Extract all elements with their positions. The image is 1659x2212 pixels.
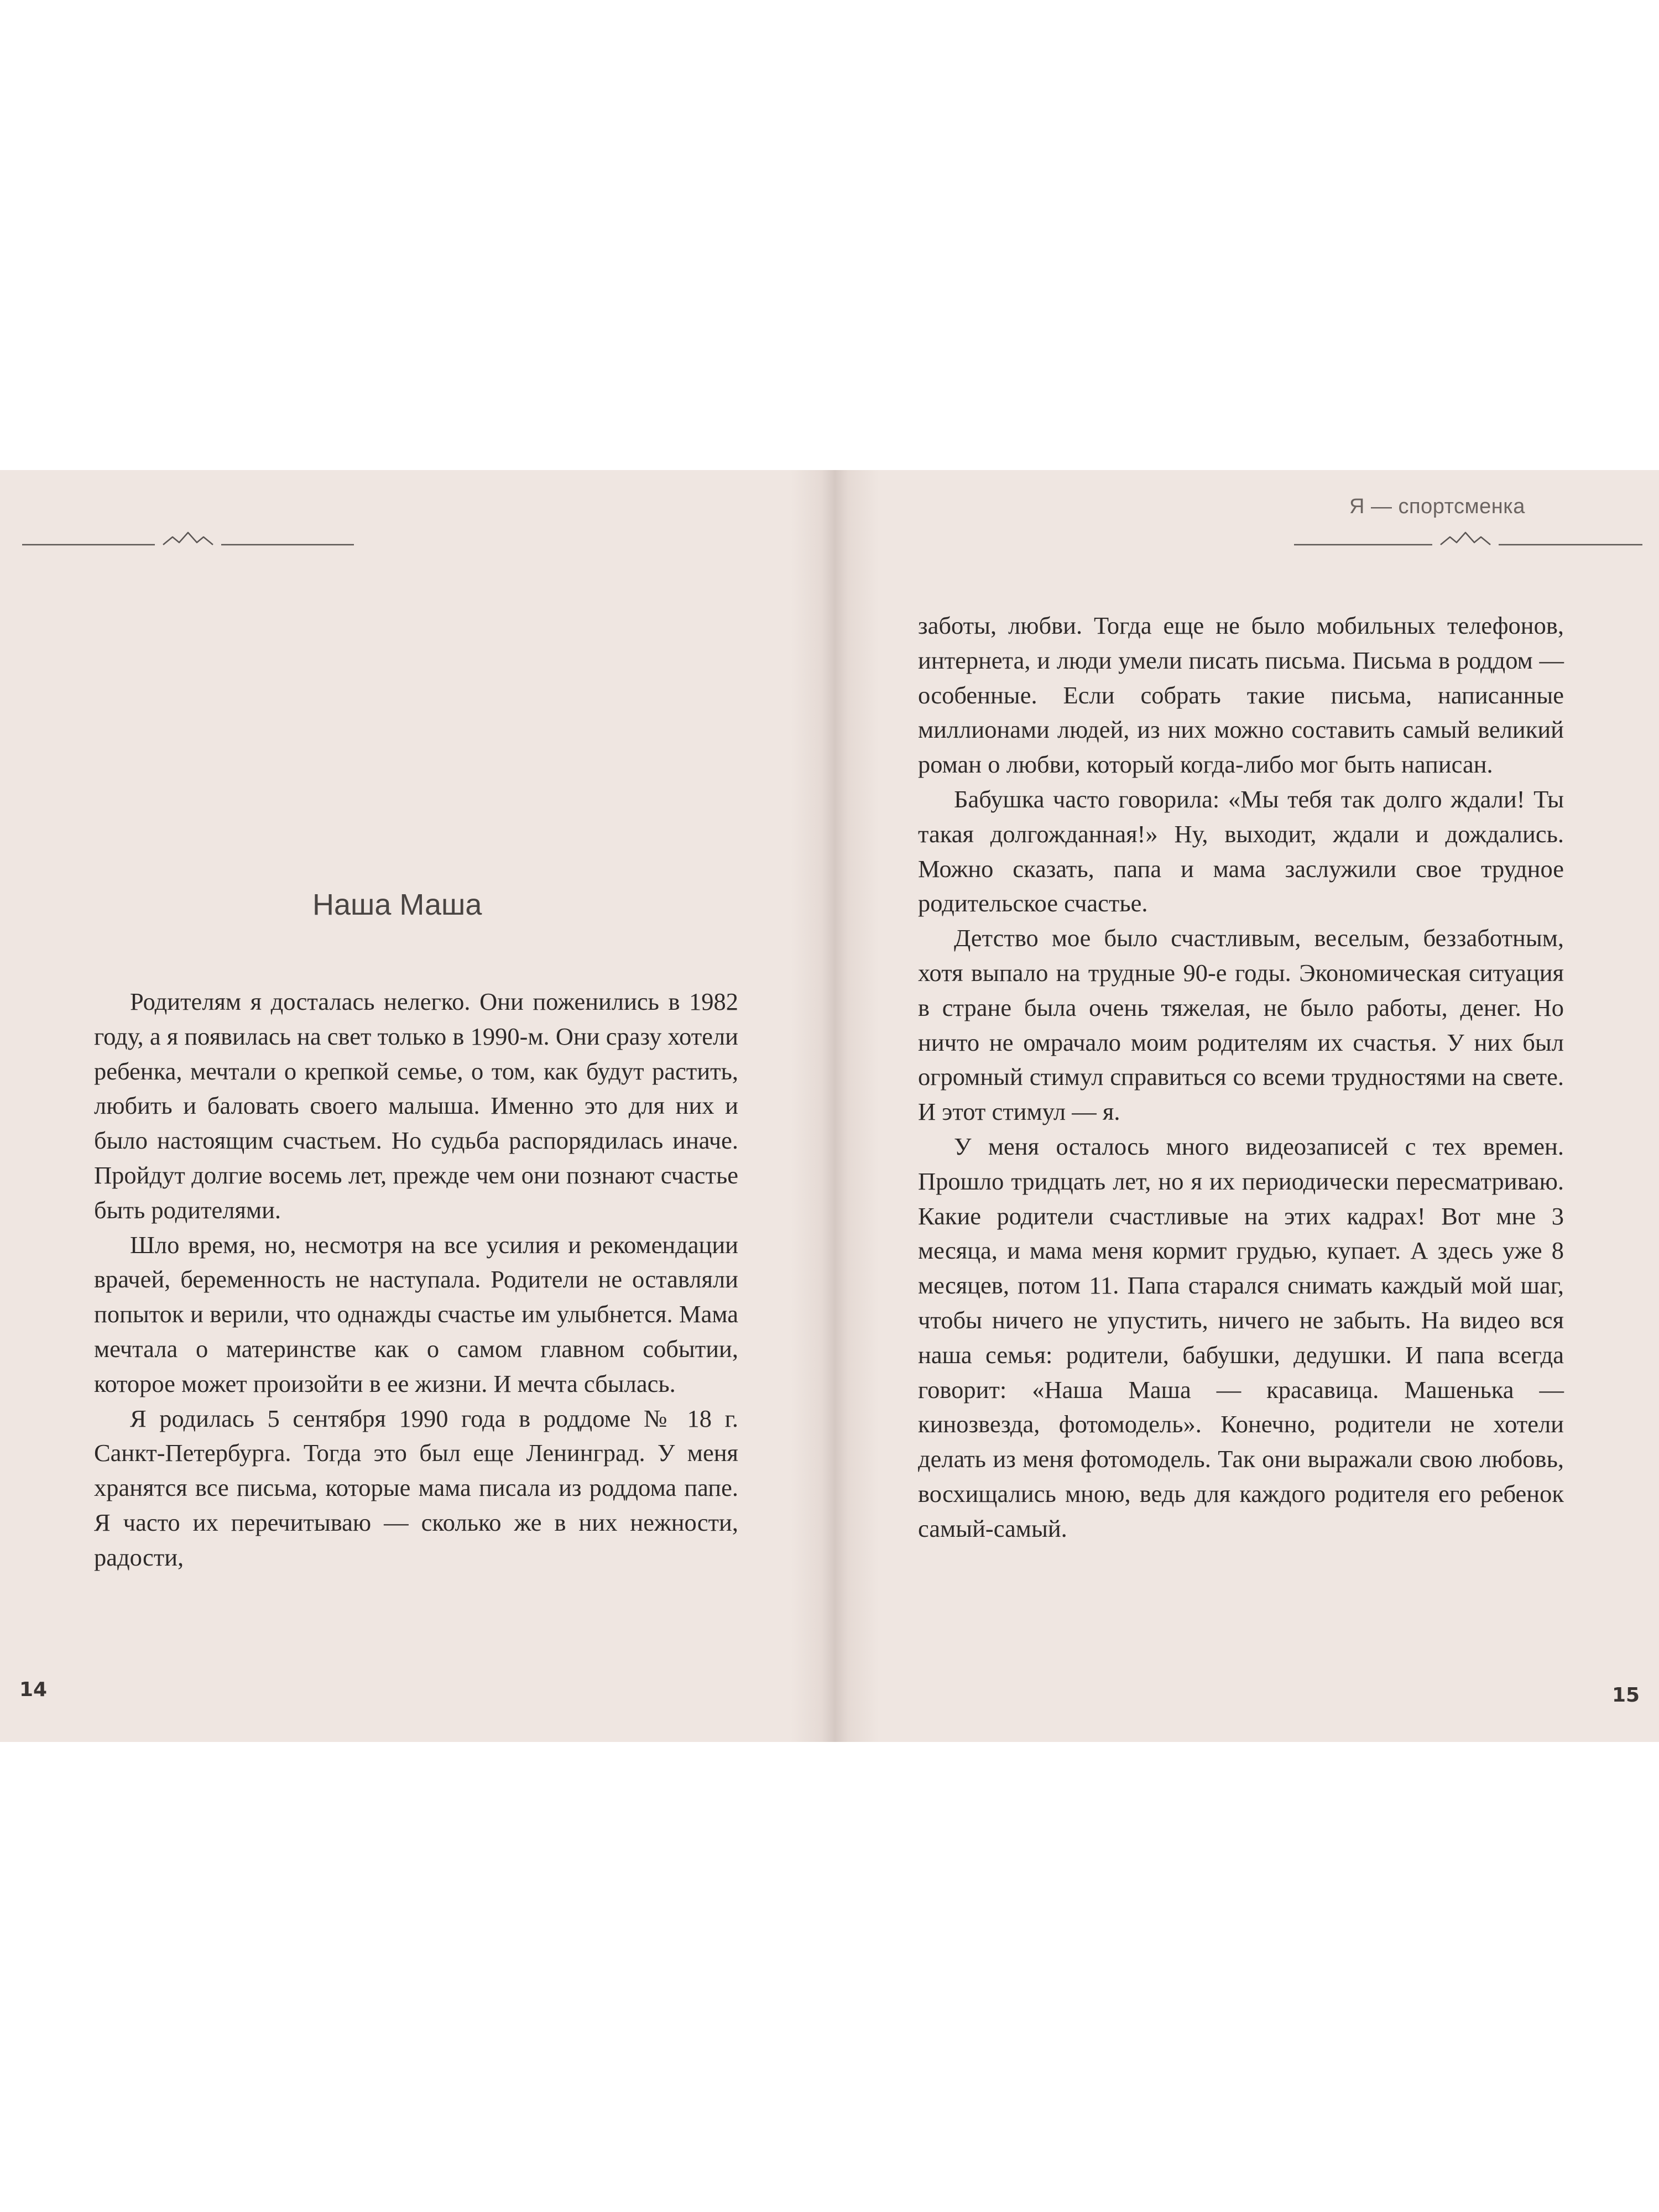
paragraph: Бабушка часто говорила: «Мы тебя так долго ждали! Ты такая долгожданная!» Ну, выходит, ждали и дождались. Можно сказать, папа и мама заслужили свое трудное родительское счастье. — [918, 785, 1564, 917]
book-spread — [0, 470, 1659, 1742]
page-number: 15 — [1612, 1684, 1640, 1707]
paragraph: Шло время, но, несмотря на все усилия и рекомендации врачей, беременность не наступала. Родители не оставляли попыток и верили, что однажды счастье им улыбнется. Мама мечтала о материнстве как о самом главном событии, которое может произойти в ее жизни. И мечта сбылась. — [94, 1230, 738, 1397]
mountain-divider-icon — [22, 528, 354, 550]
paragraph: Родителям я досталась нелегко. Они поженились в 1982 году, а я появилась на свет только в 1990-м. Они сразу хотели ребенка, мечтали о крепкой семье, о том, как будут растить, любить и баловать своего малыша. Именно это для них и было настоящим счастьем. Но судьба распорядилась иначе. Пройдут долгие восемь лет, прежде чем они познают счастье быть родителями. — [94, 988, 738, 1224]
mountain-divider-icon — [1294, 528, 1642, 550]
paragraph: У меня осталось много видеозаписей с тех времен. Прошло тридцать лет, но я их периодически пересматриваю. Какие родители счастливые на этих кадрах! Вот мне 3 месяца, и мама меня кормит грудью, купает. А здесь уже 8 месяцев, потом 11. Папа старался снимать каждый мой шаг, чтобы ничего не упустить, ничего не забыть. На видео вся наша семья: родители, бабушки, дедушки. И папа всегда говорит: «Наша Маша — красавица. Машенька — кинозвезда, фотомодель». Конечно, родители не хотели делать из меня фотомодель. Так они выражали свою любовь, восхищались мною, ведь для каждого родителя его ребенок самый-самый. — [918, 1132, 1564, 1542]
paragraph: заботы, любви. Тогда еще не было мобильных телефонов, интернета, и люди умели писать письма. Письма в роддом — особенные. Если собрать такие письма, написанные миллионами людей, из них можно составить самый великий роман о любви, который когда-либо мог быть написан. — [918, 612, 1564, 779]
left-page — [0, 470, 818, 1742]
left-page-text — [94, 984, 738, 1575]
running-head: Я — спортсменка — [1349, 495, 1525, 518]
paragraph: Детство мое было счастливым, веселым, беззаботным, хотя выпало на трудные 90-е годы. Экономическая ситуация в стране была очень тяжелая, не было работы, денег. Но ничто не омрачало моим родителям их счастья. У них был огромный стимул справиться со всеми трудностями на свете. И этот стимул — я. — [918, 924, 1564, 1126]
chapter-title: Наша Маша — [312, 888, 482, 921]
page-number: 14 — [19, 1678, 48, 1701]
paragraph: Я родилась 5 сентября 1990 года в роддоме № 18 г. Санкт-Петербурга. Тогда это был еще Ленинград. У меня хранятся все письма, которые мама писала из роддома папе. Я часто их перечитываю — сколько же в них нежности, радости, — [94, 1404, 738, 1571]
right-page-text — [918, 608, 1564, 1546]
right-page — [841, 470, 1659, 1742]
